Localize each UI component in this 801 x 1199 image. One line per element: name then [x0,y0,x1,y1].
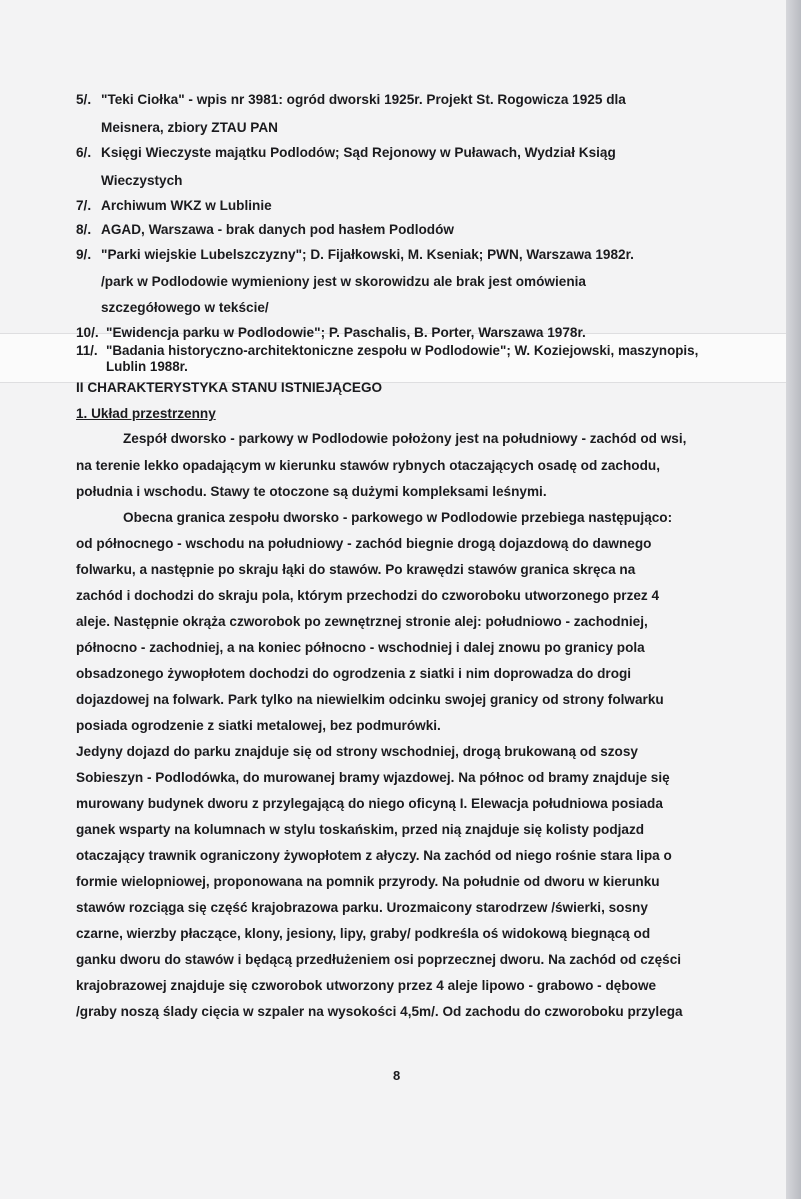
ref-6-line-1: Księgi Wieczyste majątku Podlodów; Sąd Rejonowy w Puławach, Wydział Ksiąg [101,145,616,160]
body-line: zachód i dochodzi do skraju pola, którym przechodzi do czworoboku utworzonego przez 4 [76,588,660,603]
ref-7-num: 7/. [76,198,92,213]
body-line: formie wielopniowej, proponowana na pomnik przyrody. Na południe od dworu w kierunku [76,874,660,889]
ref-11-line-2: Lublin 1988r. [106,359,188,374]
body-line: południa i wschodu. Stawy te otoczone są dużymi kompleksami leśnymi. [76,484,547,499]
body-line: aleje. Następnie okrąża czworobok po zewnętrznej stronie alej: południowo - zachodniej, [76,614,648,629]
ref-5-line-1: "Teki Ciołka" - wpis nr 3981: ogród dworski 1925r. Projekt St. Rogowicza 1925 dla [101,92,626,107]
body-line: posiada ogrodzenie z siatki metalowej, bez podmurówki. [76,718,441,733]
body-line: czarne, wierzby płaczące, klony, jesiony, lipy, graby/ podkreśla oś widokową biegnącą od [76,926,651,941]
ref-9-line-2: /park w Podlodowie wymieniony jest w skorowidzu ale brak jest omówienia [101,274,586,289]
ref-11-num: 11/. [76,343,98,358]
ref-8-num: 8/. [76,222,92,237]
body-line: na terenie lekko opadającym w kierunku stawów rybnych otaczających osadę od zachodu, [76,458,660,473]
ref-9-num: 9/. [76,247,92,262]
body-line: obsadzonego żywopłotem dochodzi do ogrodzenia z siatki i nim doprowadza do drogi [76,666,632,681]
body-line: murowany budynek dworu z przylegającą do niego oficyną I. Elewacja południowa posiada [76,796,663,811]
ref-11-line-1: "Badania historyczno-architektoniczne zespołu w Podlodowie"; W. Koziejowski, maszynopis, [106,343,699,358]
body-line: otaczający trawnik ograniczony żywopłotem z ałyczy. Na zachód od niego rośnie stara lipa o [76,848,672,863]
paste-strip [0,333,786,383]
body-line: krajobrazowej znajduje się czworobok utworzony przez 4 aleje lipowo - grabowo - dębowe [76,978,657,993]
body-line: Zespół dworsko - parkowy w Podlodowie położony jest na południowy - zachód od wsi, [123,431,687,446]
ref-8-line-1: AGAD, Warszawa - brak danych pod hasłem Podlodów [101,222,454,237]
subsection-heading: 1. Układ przestrzenny [76,406,216,421]
body-line: folwarku, a następnie po skraju łąki do stawów. Po krawędzi stawów granica skręca na [76,562,636,577]
page-number: 8 [393,1068,401,1083]
body-line: od północnego - wschodu na południowy - zachód biegnie drogą dojazdową do dawnego [76,536,652,551]
ref-10-line-1: "Ewidencja parku w Podlodowie"; P. Paschalis, B. Porter, Warszawa 1978r. [106,325,586,340]
ref-5-line-2: Meisnera, zbiory ZTAU PAN [101,120,278,135]
body-line: Jedyny dojazd do parku znajduje się od strony wschodniej, drogą brukowaną od szosy [76,744,638,759]
body-line: ganek wsparty na kolumnach w stylu toskańskim, przed nią znajduje się kolisty podjazd [76,822,645,837]
ref-6-num: 6/. [76,145,92,160]
body-line: /graby noszą ślady cięcia w szpaler na wysokości 4,5m/. Od zachodu do czworoboku przylega [76,1004,683,1019]
body-line: ganku dworu do stawów i będącą przedłużeniem osi poprzecznej dworu. Na zachód od części [76,952,682,967]
ref-9-line-1: "Parki wiejskie Lubelszczyzny"; D. Fijałkowski, M. Kseniak; PWN, Warszawa 1982r. [101,247,634,262]
ref-6-line-2: Wieczystych [101,173,183,188]
body-line: północno - zachodniej, a na koniec północno - wschodniej i dalej znowu po granicy pola [76,640,645,655]
ref-9-line-3: szczegółowego w tekście/ [101,300,269,315]
body-line: dojazdowej na folwark. Park tylko na niewielkim odcinku swojej granicy od strony folwarku [76,692,664,707]
scan-edge [786,0,801,1199]
body-line: Obecna granica zespołu dworsko - parkowego w Podlodowie przebiega następująco: [123,510,673,525]
ref-10-num: 10/. [76,325,99,340]
ref-7-line-1: Archiwum WKZ w Lublinie [101,198,272,213]
ref-5-num: 5/. [76,92,92,107]
body-line: stawów rozciąga się część krajobrazowa parku. Urozmaicony starodrzew /świerki, sosny [76,900,648,915]
body-line: Sobieszyn - Podlodówka, do murowanej bramy wjazdowej. Na północ od bramy znajduje się [76,770,670,785]
section-heading: II CHARAKTERYSTYKA STANU ISTNIEJĄCEGO [76,380,383,395]
